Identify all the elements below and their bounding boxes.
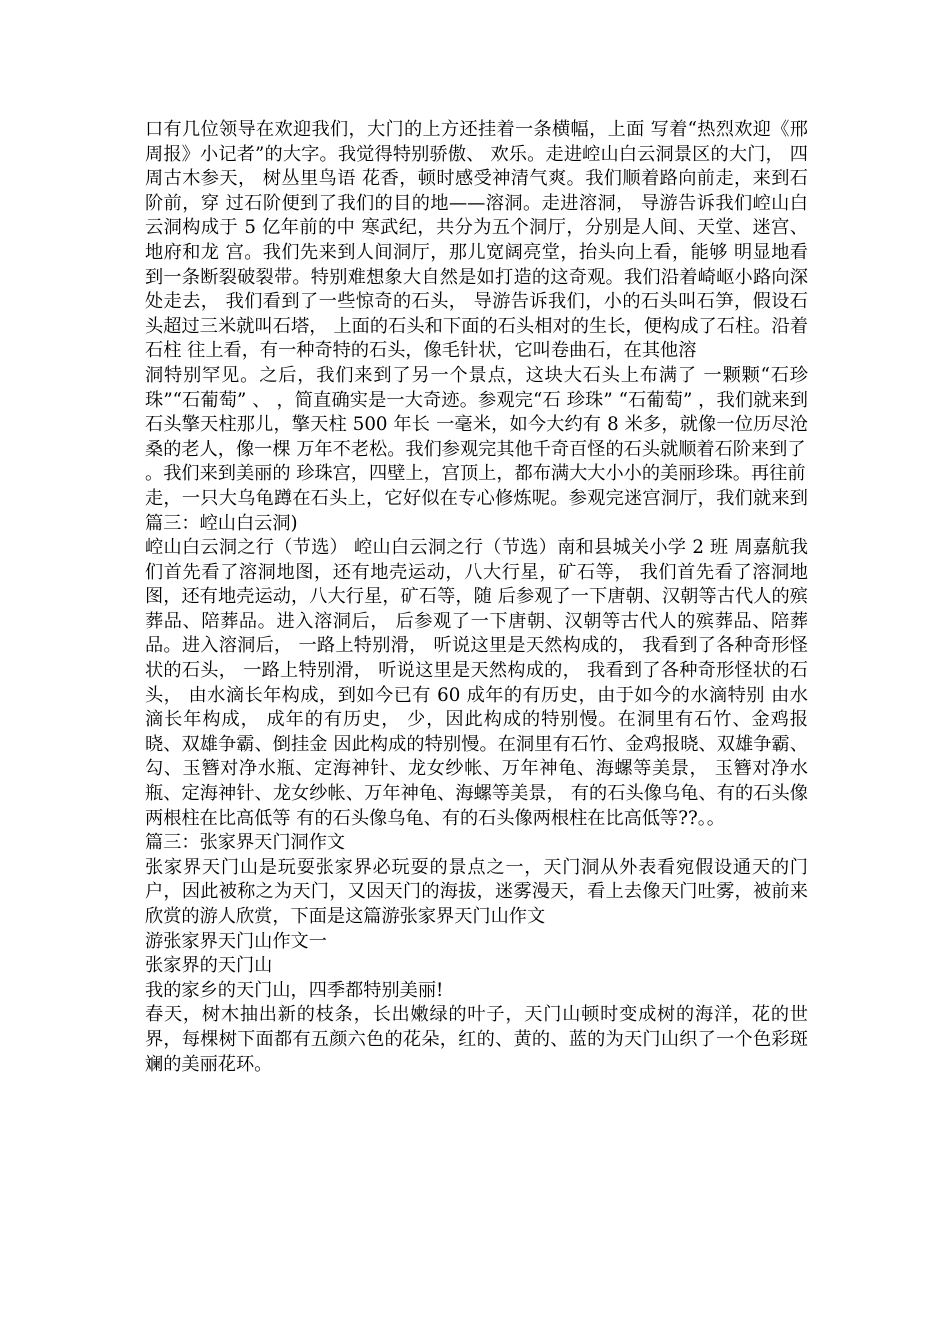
paragraph-1: 口有几位领导在欢迎我们，大门的上方还挂着一条横幅，上面 写着“热烈欢迎《邢周报》小记者”的大字。我觉得特别骄傲、 欢乐。走进崆山白云洞景区的大门， 四周古木参天， 树丛里鸟语 花香，顿时感受神清气爽。我们顺着路向前走，来到石阶前，穿 过石阶便到了我们的目的地——溶洞。走进溶洞， 导游告诉我们崆山白云洞构成于 5 亿年前的中 寒武纪，共分为五个洞厅，分别是人间、天堂、迷宫、地府和龙 宫。我们先来到人间洞厅，那儿宽阔亮堂，抬头向上看，能够 明显地看到一条断裂破裂带。特别难想象大自然是如打造的这奇观。我们沿着崎岖小路向深处走去， 我们看到了一些惊奇的石头， 导游告诉我们，小的石头叫石笋，假设石头超过三米就叫石塔， 上面的石头和下面的石头相对的生长，便构成了石柱。沿着石柱 往上看，有一种奇特的石头，像毛针状，它叫卷曲石，在其他溶	[145, 119, 808, 362]
paragraph-2: 洞特别罕见。之后，我们来到了另一个景点，这块大石头上布满了 一颗颗“石珍珠”“石葡萄” 、 ，简直确实是一大奇迹。参观完“石 珍珠” “石葡萄” ，我们就来到石头擎天柱那儿，擎天柱 500 年长 一毫米，如今大约有 8 米多，就像一位历尽沧桑的老人，像一棵 万年不老松。我们参观完其他千奇百怪的石头就顺着石阶来到了	[145, 364, 808, 460]
section-heading: 篇三：张家界天门洞作文	[145, 832, 346, 854]
paragraph-5: 崆山白云洞之行（节选） 崆山白云洞之行（节选）南和县城关小学 2 班 周嘉航我们首先看了溶洞地图，还有地壳运动，八大行星，矿石等， 我们首先看了溶洞地图，还有地壳运动，八大行星，矿石等，随 后参观了一下唐朝、汉朝等古代人的殡葬品、陪葬品。进入溶洞后， 后参观了一下唐朝、汉朝等古代人的殡葬品、陪葬品。进入溶洞后， 一路上特别滑， 听说这里是天然构成的， 我看到了各种奇形怪状的石头， 一路上特别滑， 听说这里是天然构成的， 我看到了各种奇形怪状的石头， 由水滴长年构成，到如今已有 60 成年的有历史，由于如今的水滴特别 由水滴长年构成， 成年的有历史， 少，因此构成的特别慢。在洞里有石竹、金鸡报晓、双雄争霸、倒挂金 因此构成的特别慢。在洞里有石竹、金鸡报晓、双雄争霸、 勾、玉簪对净水瓶、定海神针、龙女纱帐、万年神龟、海螺等美景， 玉簪对净水瓶、定海神针、龙女纱帐、万年神龟、海螺等美景， 有的石头像乌龟、有的石头像两根柱在比高低等 有的石头像乌龟、有的石头像两根柱在比高低等??。。	[145, 537, 808, 829]
paragraph-4: 走，一只大乌龟蹲在石头上，它好似在专心修炼呢。参观完迷宫洞厅，我们就来到篇三：崆山白云洞)	[145, 487, 808, 534]
paragraph-11: 春天，树木抽出新的枝条，长出嫩绿的叶子，天门山顿时变成树的海洋，花的世界，每棵树下面都有五颜六色的花朵，红的、黄的、蓝的为天门山织了一个色彩斑斓的美丽花环。	[145, 1004, 808, 1075]
document-page	[145, 118, 808, 1077]
paragraph-10: 我的家乡的天门山，四季都特别美丽!	[145, 979, 444, 1001]
paragraph-7: 张家界天门山是玩耍张家界必玩耍的景点之一，天门洞从外表看宛假设通天的门户，因此被称之为天门，又因天门的海拔，迷雾漫天，看上去像天门吐雾，被前来欣赏的游人欣赏，下面是这篇游张家界天门山作文	[145, 856, 808, 927]
essay-title: 游张家界天门山作文一	[145, 930, 327, 952]
essay-subtitle: 张家界的天门山	[145, 955, 273, 977]
paragraph-3: 。我们来到美丽的 珍珠宫，四壁上，宫顶上，都布满大大小小的美丽珍珠。再往前	[145, 463, 806, 485]
